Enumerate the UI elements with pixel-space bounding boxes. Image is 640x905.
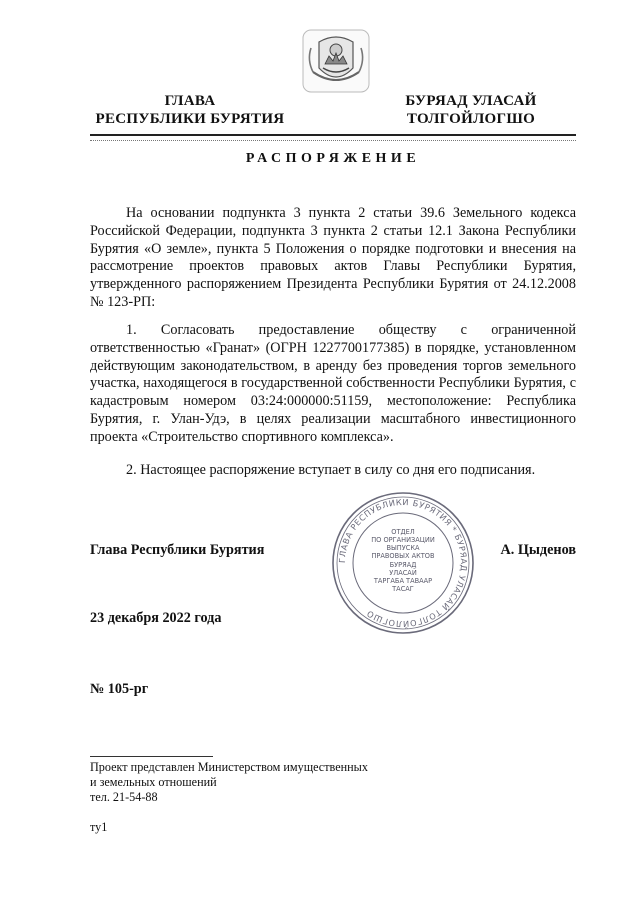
footer-line2: и земельных отношений	[90, 775, 217, 789]
stamp-line: ВЫПУСКА	[386, 544, 420, 552]
stamp-line: ОТДЕЛ	[391, 528, 415, 536]
signature-position: Глава Республики Бурятия	[90, 542, 265, 558]
stamp-line: ТАРГАБА ТАВААР	[373, 577, 433, 585]
document-date: 23 декабря 2022 года	[90, 610, 222, 626]
stamp-line: ПРАВОВЫХ АКТОВ	[371, 552, 435, 560]
stamp-line: УЛАСАЙ	[389, 569, 417, 577]
official-stamp	[330, 490, 476, 636]
stamp-line: ТАСАГ	[392, 585, 414, 593]
document-code: ту1	[90, 820, 108, 834]
stamp-line: ПО ОРГАНИЗАЦИИ	[371, 536, 435, 544]
stamp-line: БУРЯАД	[389, 561, 417, 569]
document-title: РАСПОРЯЖЕНИЕ	[245, 151, 421, 166]
footer-line1: Проект представлен Министерством имущественных	[90, 760, 368, 774]
document-number: № 105-рг	[90, 681, 149, 697]
header-right-line2: ТОЛГОЙЛОГШО	[406, 111, 536, 127]
stamp-ring-text: ГЛАВА РЕСПУБЛИКИ БУРЯТИЯ * БУРЯАД УЛАСАЙ ТОЛГОЙЛОГШО	[336, 496, 470, 630]
header-divider	[90, 134, 576, 136]
header-left-line2: РЕСПУБЛИКИ БУРЯТИЯ	[95, 111, 285, 127]
header-right-line1: БУРЯАД УЛАСАЙ	[405, 93, 537, 109]
item-1-paragraph: 1. Согласовать предоставление обществу с ограниченной ответственностью «Гранат» (ОГРН 1227700177385) в порядке, установленном действующим законодательством, в аренду без проведения торгов земельного участка, находящегося в государственной собственности Республики Бурятия, с кадастровым номером 03:24:000000:51159, местоположение: Республика Бурятия, г. Улан-Удэ, в целях реализации масштабного инвестиционного проекта «Строительство спортивного комплекса».	[90, 322, 576, 445]
item-2-paragraph: 2. Настоящее распоряжение вступает в силу со дня его подписания.	[126, 462, 536, 478]
header-dotted-divider	[90, 140, 576, 141]
header-left	[90, 92, 290, 128]
signature-name: А. Цыденов	[500, 542, 576, 558]
footer-divider	[90, 756, 213, 757]
footer-note	[90, 760, 368, 805]
header-left-line1: ГЛАВА	[164, 93, 216, 109]
coat-of-arms-icon	[299, 28, 373, 94]
intro-paragraph: На основании подпункта 3 пункта 2 статьи 39.6 Земельного кодекса Российской Федерации, подпункта 3 пункта 2 статьи 12.1 Закона Республики Бурятия «О земле», пункта 5 Положения о порядке подготовки и внесения на рассмотрение проектов правовых актов Главы Республики Бурятия, утвержденного распоряжением Президента Республики Бурятия от 24.12.2008 № 123-РП:	[90, 205, 576, 310]
header-right	[376, 92, 566, 128]
footer-line3: тел. 21-54-88	[90, 790, 158, 804]
